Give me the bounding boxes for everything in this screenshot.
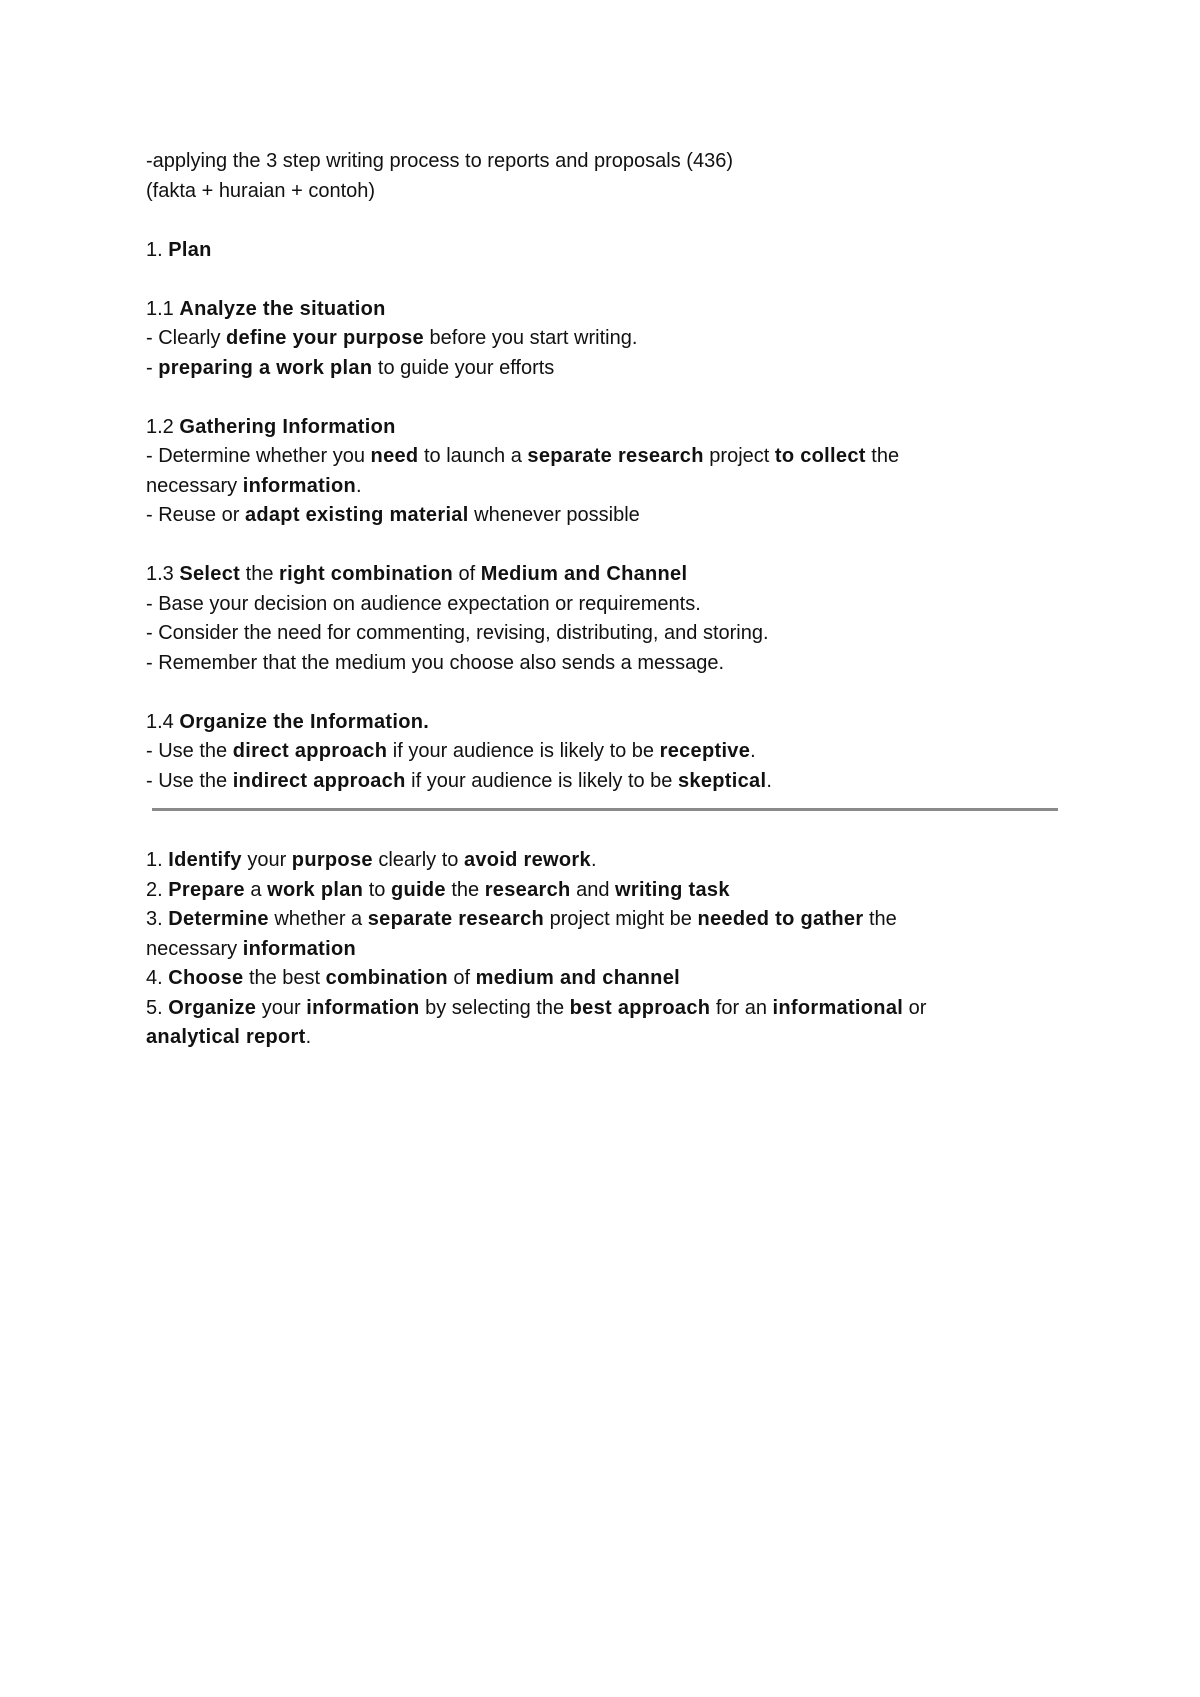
bullet-item	[146, 737, 1066, 767]
text-run: necessary	[146, 937, 243, 960]
text-run: .	[305, 1026, 312, 1048]
text-run: -	[146, 356, 159, 379]
text-run: to launch a	[418, 445, 528, 467]
text-run: your	[241, 849, 292, 871]
text-run: before you start writing.	[423, 327, 638, 349]
spacer	[146, 383, 1066, 413]
section-heading	[146, 560, 1066, 590]
text-run: the	[865, 445, 900, 467]
text-run: project might be	[544, 908, 698, 930]
bullet-item	[146, 501, 1066, 531]
summary-item-continuation	[146, 1023, 1066, 1053]
text-run: by selecting the	[419, 996, 570, 1019]
bold-text: Identify	[168, 849, 242, 871]
summary-item	[146, 846, 1066, 876]
bold-text: Choose	[168, 967, 244, 989]
bullet-item	[146, 767, 1066, 797]
plan-heading	[146, 236, 1066, 266]
summary-item	[146, 994, 1066, 1024]
document-subtitle: (fakta + huraian + contoh)	[146, 179, 376, 202]
text-run: the best	[243, 967, 326, 989]
text-run: your	[256, 996, 307, 1019]
bold-text: skeptical	[678, 769, 767, 792]
text-run: - Clearly	[146, 327, 227, 349]
bold-text: Plan	[168, 238, 212, 261]
section-select	[146, 560, 1066, 708]
text-run: - Determine whether you	[146, 445, 371, 467]
text-run: 5.	[146, 996, 169, 1019]
text-run: necessary	[146, 474, 243, 497]
text-run: or	[903, 996, 927, 1019]
bold-text: Determine	[168, 908, 269, 930]
bold-text: Select	[179, 563, 241, 585]
text-run: if your audience is likely to be	[405, 769, 678, 792]
text-run: .	[590, 849, 597, 871]
text-run: - Use the	[146, 740, 233, 762]
bold-text: need	[370, 445, 419, 467]
summary-list	[146, 846, 1066, 1053]
bullet-item	[146, 442, 1066, 472]
bold-text: Organize	[168, 996, 257, 1019]
spacer	[146, 206, 1066, 236]
text-run: .	[766, 769, 772, 792]
plan-sections	[146, 295, 1066, 797]
bullet-item	[146, 619, 1066, 649]
text-run: 1.	[146, 238, 169, 261]
bold-text: Analyze the situation	[179, 297, 386, 320]
text-run: 1.1	[146, 297, 180, 320]
bold-text: direct approach	[232, 740, 388, 762]
text-run: 1.4	[146, 710, 180, 733]
document-title: -applying the 3 step writing process to reports and proposals (436)	[146, 150, 733, 172]
spacer	[146, 531, 1066, 561]
bold-text: indirect approach	[232, 769, 406, 792]
bold-text: information	[306, 996, 420, 1019]
text-run: for an	[710, 996, 773, 1019]
summary-item-continuation	[146, 935, 1066, 965]
text-run: - Use the	[146, 769, 233, 792]
bullet-item	[146, 590, 1066, 620]
bold-text: right combination	[279, 563, 453, 585]
text-run: the	[863, 908, 897, 930]
bullet-item	[146, 354, 1066, 384]
bold-text: define your purpose	[226, 327, 424, 349]
text-run: .	[750, 740, 756, 762]
text-run: to guide your efforts	[372, 356, 555, 379]
section-heading	[146, 708, 1066, 738]
spacer	[146, 678, 1066, 708]
text-run: 3.	[146, 908, 169, 930]
text-run: the	[445, 878, 485, 901]
bold-text: separate research	[367, 908, 545, 930]
text-run: .	[356, 474, 362, 497]
text-run: if your audience is likely to be	[387, 740, 660, 762]
bullet-item	[146, 324, 1066, 354]
bullet-item	[146, 649, 1066, 679]
bold-text: informational	[772, 996, 904, 1019]
bold-text: needed to gather	[697, 908, 864, 930]
summary-item	[146, 964, 1066, 994]
text-run: of	[447, 967, 476, 989]
bold-text: preparing a work plan	[158, 356, 373, 379]
text-run: - Consider the need for commenting, revising, distributing, and storing.	[146, 622, 769, 644]
text-run: - Base your decision on audience expectation or requirements.	[146, 592, 701, 615]
spacer	[146, 265, 1066, 295]
document-page	[146, 147, 1066, 1053]
text-run: a	[244, 878, 268, 901]
bold-text: adapt existing material	[244, 504, 469, 526]
bold-text: Organize the Information.	[179, 710, 430, 733]
section-heading	[146, 413, 1066, 443]
bold-text: information	[242, 937, 357, 960]
text-run: and	[570, 878, 616, 901]
bold-text: combination	[325, 967, 448, 989]
text-run: to	[363, 878, 391, 901]
bullet-item-continuation	[146, 472, 1066, 502]
summary-item	[146, 905, 1066, 935]
spacer	[146, 811, 1066, 846]
section-organize	[146, 708, 1066, 797]
text-run: whether a	[268, 908, 368, 930]
bold-text: analytical report	[146, 1026, 306, 1048]
bold-text: to collect	[774, 445, 866, 467]
bold-text: Gathering Information	[179, 415, 396, 438]
text-run: of	[453, 563, 481, 585]
text-run: 1.2	[146, 415, 180, 438]
bold-text: information	[242, 474, 357, 497]
section-gathering	[146, 413, 1066, 561]
text-run: - Reuse or	[146, 504, 245, 526]
bold-text: Medium and Channel	[480, 563, 688, 585]
section-heading	[146, 295, 1066, 325]
bold-text: separate research	[527, 445, 704, 467]
bold-text: research	[484, 878, 571, 901]
bold-text: work plan	[267, 878, 364, 901]
bold-text: receptive	[659, 740, 751, 762]
text-run: 4.	[146, 967, 169, 989]
bold-text: writing task	[615, 878, 730, 901]
text-run: 1.3	[146, 563, 180, 585]
bold-text: guide	[390, 878, 446, 901]
text-run: 1.	[146, 849, 169, 871]
bold-text: avoid rework	[463, 849, 591, 871]
text-run: project	[703, 445, 775, 467]
text-run: - Remember that the medium you choose also sends a message.	[146, 651, 725, 674]
bold-text: medium and channel	[475, 967, 680, 989]
bold-text: Prepare	[168, 878, 245, 901]
bold-text: best approach	[569, 996, 711, 1019]
text-run: 2.	[146, 878, 169, 901]
section-analyze	[146, 295, 1066, 413]
text-run: the	[240, 563, 280, 585]
summary-item	[146, 876, 1066, 906]
text-run: whenever possible	[468, 504, 640, 526]
text-run: clearly to	[372, 849, 464, 871]
bold-text: purpose	[291, 849, 373, 871]
